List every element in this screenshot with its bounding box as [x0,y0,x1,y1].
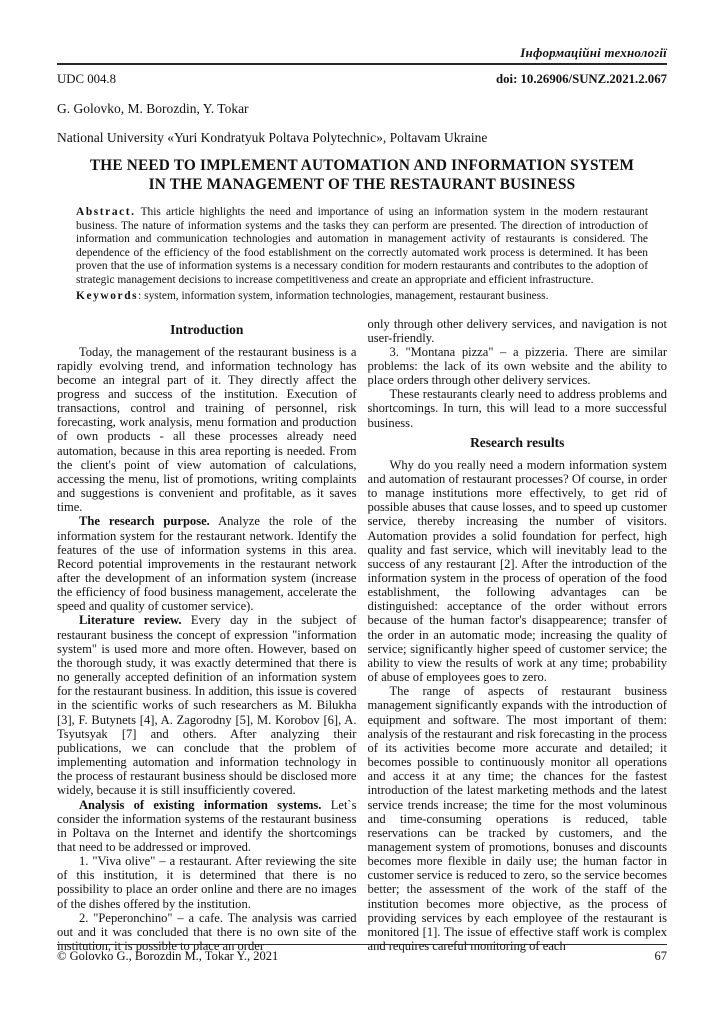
paragraph: 3. "Montana pizza" – a pizzeria. There are similar problems: the lack of its own website and the ability to place orders through other delivery services. [367,344,667,388]
authors-line: G. Golovko, M. Borozdin, Y. Tokar [57,101,249,116]
udc-doi-row [57,72,667,87]
column-left [57,317,357,954]
affiliation-line: National University «Yuri Kondratyuk Poltava Polytechnic», Poltavam Ukraine [57,130,488,145]
section-heading-introduction: Introduction [170,321,244,337]
abstract-block [76,206,648,287]
paragraph-text: Analyze the role of the information system for the restaurant network. Identify the features of the use of information systems in this area. Record potential improvements in the restaurant network after the development of an information system (increase the efficiency of food business management, accelerate the speed and quality of customer service). [57,514,357,614]
page-number: 67 [654,949,667,963]
two-column-body [57,317,667,954]
column-right [368,317,668,954]
abstract-label: Abstract. [76,206,136,218]
doi-label: doi: 10.26906/SUNZ.2021.2.067 [496,72,667,86]
paragraph [57,798,357,855]
paragraph-lead: The research purpose. [79,514,210,529]
paragraph: Today, the management of the restaurant business is a rapidly evolving trend, and information technology has become an integral part of it. They directly affect the progress and success of the institution. Execution of transactions, control and training of personnel, risk forecasting, work analysis, menu formation and production of own products - all these processes already need automation, because in this area reporting is needed. From the client's point of view automation of calculations, accessing the menu, list of promotions, writing complaints and suggestions is convenient and profitable, as it saves time. [57,344,357,515]
paragraph: 2. "Peperonchino" – a cafe. The analysis was carried out and it was concluded that there is no own site of the institution, it is possible to place an order [57,910,357,954]
paragraph [57,514,357,613]
header-rule [57,63,667,65]
paper-title-line1: THE NEED TO IMPLEMENT AUTOMATION AND INFORMATION SYSTEM [89,157,635,174]
paragraph-text: Every day in the subject of restaurant business the concept of expression "information system" is used more and more often. However, based on the thorough study, it was exactly determined that there is no generally accepted definition of an information system for the restaurant business. In addition, this issue is covered in the scientific works of such researchers as M. Bilukha [3], F. Butynets [4], A. Zagorodny [5], M. Korobov [6], A. Tsyutsyak [7] and others. After analyzing their publications, we can conclude that the problem of implementing automation and information technology in the process of restaurant business should be disclosed more widely, because it is still insufficiently covered. [57,613,357,798]
keywords-text: : system, information system, information technologies, management, restaurant business. [138,290,549,302]
paragraph: These restaurants clearly need to address problems and shortcomings. In turn, this will lead to a more successful business. [367,387,667,430]
keywords-label: Keywords [76,290,139,302]
paragraph [57,613,357,797]
paragraph-lead: Analysis of existing information systems. [79,797,322,812]
paragraph: Why do you really need a modern information system and automation of restaurant processes? Of course, in order to manage institutions more effectively, to get rid of possible abuses that cause losses, and to speed up customer service, thereby increasing the number of visitors. Automation provides a solid foundation for perfect, high quality and fast service, which will inevitably lead to the success of any restaurant [2]. After the introduction of the information system in the process of operation of the food establishment, the following advantages can be distinguished: acceptance of the order without errors because of the human factor's disappearence; transfer of the order in an automatic mode; increasing the quality of service; significantly higher speed of customer service; the ability to view the results of work at any time; probability of abuse of employees goes to zero. [367,457,667,685]
section-heading-research-results: Research results [470,434,565,450]
abstract-text: This article highlights the need and importance of using an information system in the modern restaurant business. The nature of information systems and the tasks they can perform are presented. The direction of introduction of information and communication technologies and automation in management activity of restaurants is considered. The dependence of the efficiency of the food establishment on the correctly automated work process is determined. It has been proven that the use of information systems is a necessary condition for modern restaurants and contributes to the adoption of strategic management decisions to increase competitiveness and create an appropriate and efficient infrastructure. [76,206,648,286]
footer-rule [57,944,667,945]
paragraph: 1. "Viva olive" – a restaurant. After reviewing the site of this institution, it is determined that there is no possibility to place an order online and there are no images of the dishes offered by the institution. [57,854,357,911]
keywords-block [76,290,648,304]
paragraph-text: Let`s consider the information systems of the restaurant business in Poltava on the Internet and identify the shortcomings that need to be addressed or improved. [57,797,357,854]
paper-title-line2: IN THE MANAGEMENT OF THE RESTAURANT BUSINESS [148,175,576,193]
paragraph-lead: Literature review. [79,613,182,628]
paragraph: The range of aspects of restaurant business management significantly expands with the introduction of equipment and software. The most important of them: analysis of the restaurant and risk forecasting in the process of its activities become more accurate and detailed; it becomes possible to continuously monitor all operations and access it at any time; the chances for the fastest introduction of the latest marketing methods and the latest service trends increase; the time for the most voluminous and time-consuming operations is reduced, table reservations can be tracked by customers, and the management system of promotions, bonuses and discounts becomes more flexible in daily use; the human factor in customer service is reduced to zero, so the service becomes better; the assessment of the work of the staff of the institution becomes more objective, as the process of providing services by each employee of the restaurant is monitored [1]. The issue of effective staff work is complex and requires careful monitoring of each [367,684,667,954]
page-footer [57,944,667,964]
journal-section-label: Інформаційні технології [520,45,667,60]
copyright-line: © Golovko G., Borozdin M., Tokar Y., 2021 [57,949,279,963]
udc-label: UDC 004.8 [57,72,117,86]
paragraph: only through other delivery services, and navigation is not user-friendly. [367,316,667,345]
paper-title [57,157,667,194]
